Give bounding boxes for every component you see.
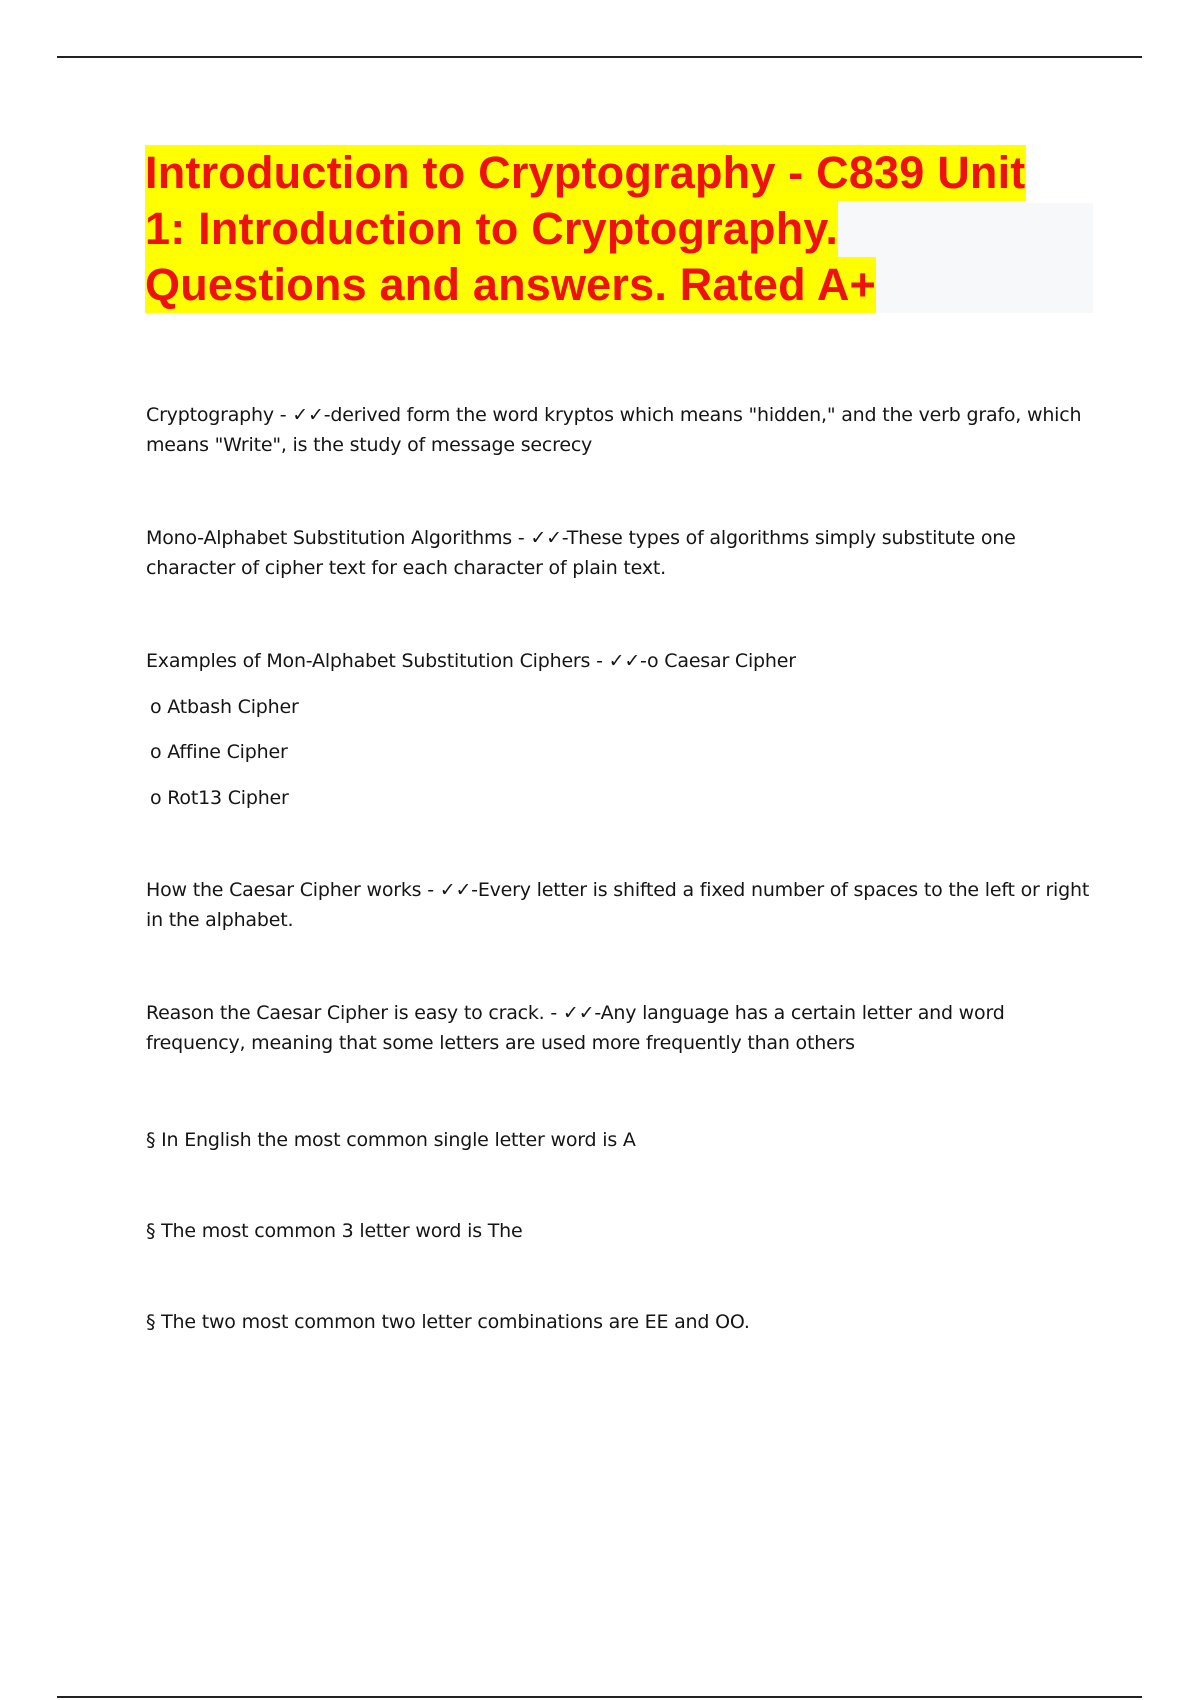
qa-answer: Any language has a certain letter and word frequency, meaning that some letters are used more frequently than others [146, 1002, 1005, 1054]
qa-entry [146, 400, 1096, 460]
fact-item: § In English the most common single letter word is A [146, 1129, 636, 1151]
qa-answer: Every letter is shifted a fixed number of spaces to the left or right in the alphabet. [146, 879, 1090, 931]
qa-term: Reason the Caesar Cipher is easy to crack. [146, 1002, 545, 1024]
title-line-2: 1: Introduction to Cryptography. [145, 201, 838, 257]
qa-separator: - [421, 879, 440, 901]
qa-term: Mono-Alphabet Substitution Algorithms [146, 527, 513, 549]
qa-entry [146, 875, 1096, 935]
qa-term: How the Caesar Cipher works [146, 879, 422, 901]
qa-answer: o Caesar Cipher [647, 650, 796, 672]
title-line-1: Introduction to Cryptography - C839 Unit [145, 145, 1026, 201]
qa-separator: - [590, 650, 609, 672]
fact-item: § The two most common two letter combinations are EE and OO. [146, 1311, 750, 1333]
checkmark-icon: ✓✓- [292, 404, 331, 426]
title-line-3: Questions and answers. Rated A+ [145, 257, 876, 313]
qa-term: Examples of Mon-Alphabet Substitution Ciphers [146, 650, 591, 672]
qa-separator: - [512, 527, 531, 549]
checkmark-icon: ✓✓- [530, 527, 567, 549]
qa-term: Cryptography [146, 404, 274, 426]
fact-item: § The most common 3 letter word is The [146, 1220, 523, 1242]
qa-separator: - [544, 1002, 563, 1024]
qa-entry [146, 646, 796, 676]
qa-separator: - [273, 404, 293, 426]
checkmark-icon: ✓✓- [608, 650, 648, 672]
bottom-rule [57, 1696, 1142, 1698]
qa-entry [146, 523, 1096, 583]
top-rule [57, 56, 1142, 58]
list-item: o Atbash Cipher [150, 696, 299, 718]
checkmark-icon: ✓✓- [562, 1002, 601, 1024]
document-title [145, 145, 1095, 313]
qa-answer: derived form the word kryptos which means "hidden," and the verb grafo, which means "Write", is the study of message secrecy [146, 404, 1082, 456]
list-item: o Affine Cipher [150, 741, 288, 763]
list-item: o Rot13 Cipher [150, 787, 289, 809]
qa-entry [146, 998, 1096, 1058]
qa-answer: These types of algorithms simply substitute one character of cipher text for each character of plain text. [146, 527, 1016, 579]
checkmark-icon: ✓✓- [439, 879, 478, 901]
